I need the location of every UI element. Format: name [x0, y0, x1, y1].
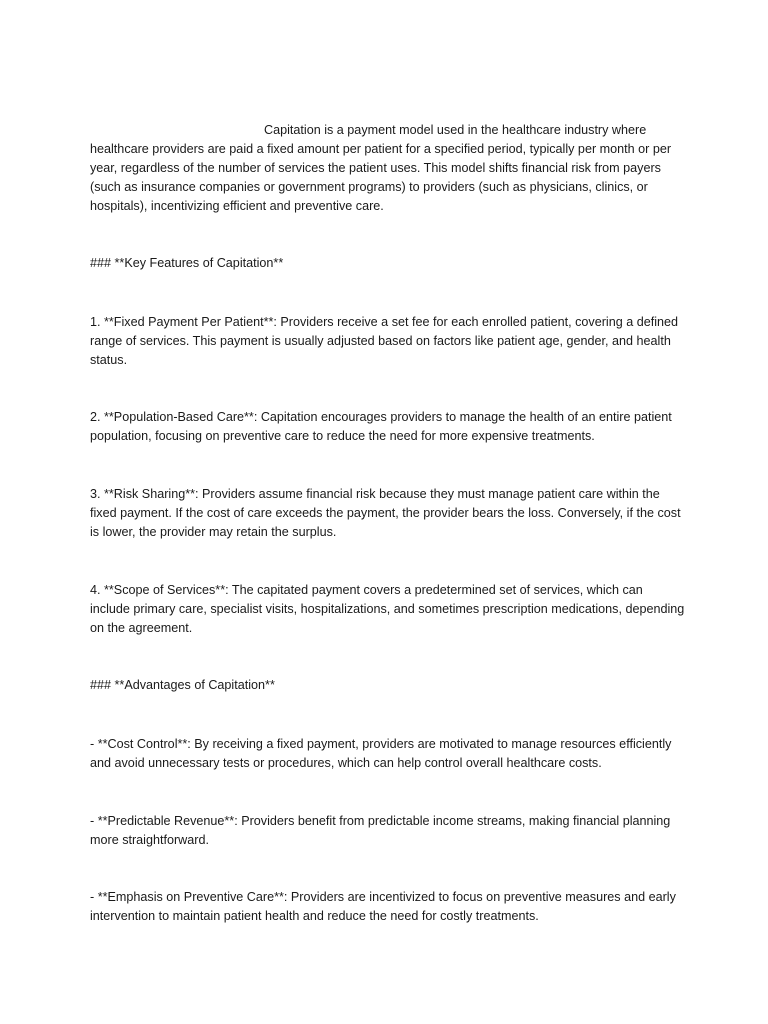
intro-paragraph: Capitation is a payment model used in the healthcare industry where healthcare providers are paid a fixed amount per patient for a specified period, typically per month or per year, regardless of the number of services the patient uses. This model shifts financial risk from payers (such as insurance companies or government programs) to providers (such as physicians, clinics, or hospitals), incentivizing efficient and preventive care.	[90, 123, 672, 214]
bullet-cost-control: - **Cost Control**: By receiving a fixed payment, providers are motivated to manage resources efficiently and avoid unnecessary tests or procedures, which can help control overall healthcare costs.	[90, 737, 672, 771]
bullet-predictable-revenue: - **Predictable Revenue**: Providers benefit from predictable income streams, making financial planning more straightforward.	[90, 814, 671, 848]
section-heading-advantages: ### **Advantages of Capitation**	[90, 678, 275, 692]
list-item-risk-sharing: 3. **Risk Sharing**: Providers assume financial risk because they must manage patient care within the fixed payment. If the cost of care exceeds the payment, the provider bears the loss. Conversely, if the cost is lower, the provider may retain the surplus.	[90, 487, 681, 540]
list-item-fixed-payment: 1. **Fixed Payment Per Patient**: Providers receive a set fee for each enrolled patient, covering a defined range of services. This payment is usually adjusted based on factors like patient age, gender, and health status.	[90, 315, 679, 368]
section-heading-key-features: ### **Key Features of Capitation**	[90, 256, 284, 270]
list-item-scope-of-services: 4. **Scope of Services**: The capitated payment covers a predetermined set of services, which can include primary care, specialist visits, hospitalizations, and sometimes prescription medications, depending on the agreement.	[90, 583, 685, 636]
list-item-population-based-care: 2. **Population-Based Care**: Capitation encourages providers to manage the health of an entire patient population, focusing on preventive care to reduce the need for more expensive treatments.	[90, 410, 672, 444]
bullet-preventive-care: - **Emphasis on Preventive Care**: Providers are incentivized to focus on preventive measures and early intervention to maintain patient health and reduce the need for costly treatments.	[90, 890, 676, 924]
